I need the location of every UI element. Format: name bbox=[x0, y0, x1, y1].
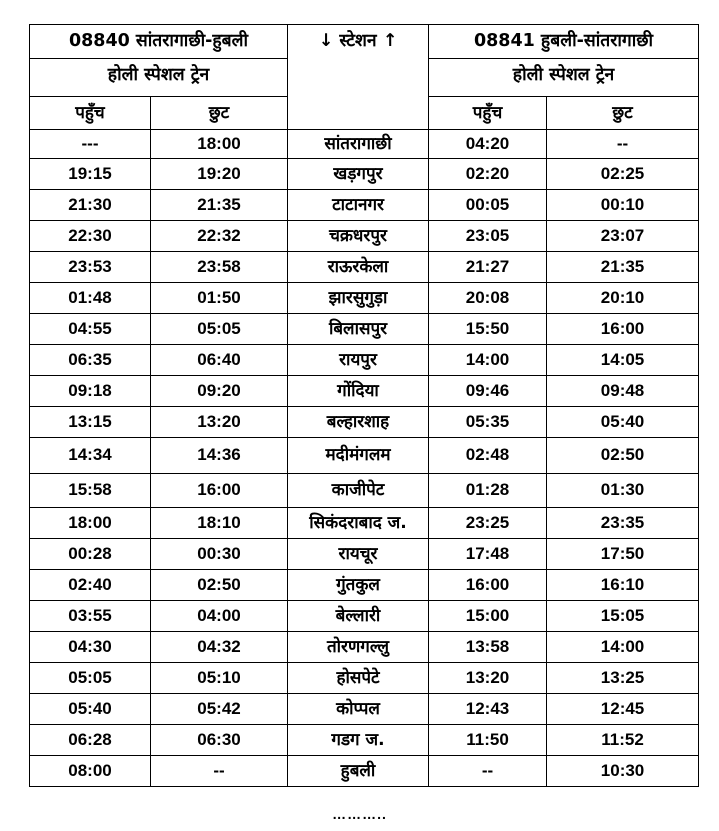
table-row bbox=[30, 190, 699, 221]
right-arrival-cell: 13:20 bbox=[429, 663, 547, 694]
right-arrival-cell: 21:27 bbox=[429, 252, 547, 283]
left-arrival-header: पहुँच bbox=[30, 97, 151, 130]
station-cell: चक्रधरपुर bbox=[288, 221, 429, 252]
left-departure-cell: 04:00 bbox=[151, 601, 288, 632]
table-row bbox=[30, 694, 699, 725]
left-arrival-cell: 18:00 bbox=[30, 508, 151, 539]
left-arrival-cell: 13:15 bbox=[30, 407, 151, 438]
right-departure-cell: 12:45 bbox=[547, 694, 699, 725]
table-row bbox=[30, 252, 699, 283]
left-arrival-cell: --- bbox=[30, 130, 151, 159]
left-arrival-cell: 02:40 bbox=[30, 570, 151, 601]
station-cell: बेल्लारी bbox=[288, 601, 429, 632]
left-arrival-cell: 19:15 bbox=[30, 159, 151, 190]
left-departure-cell: 18:10 bbox=[151, 508, 288, 539]
left-departure-cell: 16:00 bbox=[151, 474, 288, 508]
left-departure-cell: -- bbox=[151, 756, 288, 787]
left-departure-header: छुट bbox=[151, 97, 288, 130]
left-departure-cell: 21:35 bbox=[151, 190, 288, 221]
station-cell: बिलासपुर bbox=[288, 314, 429, 345]
right-departure-cell: 09:48 bbox=[547, 376, 699, 407]
left-arrival-cell: 09:18 bbox=[30, 376, 151, 407]
right-arrival-cell: 14:00 bbox=[429, 345, 547, 376]
left-departure-cell: 09:20 bbox=[151, 376, 288, 407]
right-train-subtitle: होली स्पेशल ट्रेन bbox=[429, 59, 699, 97]
left-departure-cell: 23:58 bbox=[151, 252, 288, 283]
right-arrival-cell: 12:43 bbox=[429, 694, 547, 725]
table-row bbox=[30, 159, 699, 190]
station-column-header: ↓ स्टेशन ↑ bbox=[288, 25, 429, 130]
left-departure-cell: 13:20 bbox=[151, 407, 288, 438]
left-departure-cell: 18:00 bbox=[151, 130, 288, 159]
table-row bbox=[30, 756, 699, 787]
station-cell: काजीपेट bbox=[288, 474, 429, 508]
left-departure-cell: 05:05 bbox=[151, 314, 288, 345]
right-departure-cell: 13:25 bbox=[547, 663, 699, 694]
left-departure-cell: 05:42 bbox=[151, 694, 288, 725]
left-departure-cell: 06:40 bbox=[151, 345, 288, 376]
right-departure-cell: 01:30 bbox=[547, 474, 699, 508]
left-arrival-cell: 08:00 bbox=[30, 756, 151, 787]
station-cell: गडग ज. bbox=[288, 725, 429, 756]
right-departure-cell: 14:00 bbox=[547, 632, 699, 663]
left-arrival-cell: 00:28 bbox=[30, 539, 151, 570]
table-row bbox=[30, 130, 699, 159]
table-row bbox=[30, 438, 699, 474]
right-departure-cell: 17:50 bbox=[547, 539, 699, 570]
left-arrival-cell: 04:30 bbox=[30, 632, 151, 663]
station-cell: गोंदिया bbox=[288, 376, 429, 407]
left-arrival-cell: 22:30 bbox=[30, 221, 151, 252]
right-arrival-cell: 15:50 bbox=[429, 314, 547, 345]
left-departure-cell: 04:32 bbox=[151, 632, 288, 663]
timetable bbox=[29, 24, 699, 787]
station-cell: रायपुर bbox=[288, 345, 429, 376]
right-departure-header: छुट bbox=[547, 97, 699, 130]
left-arrival-cell: 15:58 bbox=[30, 474, 151, 508]
table-row bbox=[30, 632, 699, 663]
right-arrival-cell: 01:28 bbox=[429, 474, 547, 508]
table-row bbox=[30, 283, 699, 314]
right-departure-cell: 14:05 bbox=[547, 345, 699, 376]
right-arrival-cell: 17:48 bbox=[429, 539, 547, 570]
left-arrival-cell: 04:55 bbox=[30, 314, 151, 345]
left-train-title: 08840 सांतरागाछी-हुबली bbox=[30, 25, 288, 59]
right-arrival-cell: 09:46 bbox=[429, 376, 547, 407]
right-arrival-cell: 20:08 bbox=[429, 283, 547, 314]
table-row bbox=[30, 376, 699, 407]
table-row bbox=[30, 407, 699, 438]
station-cell: हुबली bbox=[288, 756, 429, 787]
right-arrival-cell: 04:20 bbox=[429, 130, 547, 159]
right-arrival-cell: 15:00 bbox=[429, 601, 547, 632]
right-arrival-cell: 00:05 bbox=[429, 190, 547, 221]
right-arrival-cell: 13:58 bbox=[429, 632, 547, 663]
station-cell: रायचूर bbox=[288, 539, 429, 570]
station-cell: गुंतकुल bbox=[288, 570, 429, 601]
table-row bbox=[30, 539, 699, 570]
left-arrival-cell: 21:30 bbox=[30, 190, 151, 221]
station-cell: खड़गपुर bbox=[288, 159, 429, 190]
left-arrival-cell: 05:40 bbox=[30, 694, 151, 725]
table-row bbox=[30, 221, 699, 252]
left-arrival-cell: 05:05 bbox=[30, 663, 151, 694]
table-row bbox=[30, 314, 699, 345]
station-cell: सिकंदराबाद ज. bbox=[288, 508, 429, 539]
station-cell: तोरणगल्लु bbox=[288, 632, 429, 663]
left-departure-cell: 06:30 bbox=[151, 725, 288, 756]
right-arrival-cell: 02:48 bbox=[429, 438, 547, 474]
right-departure-cell: 00:10 bbox=[547, 190, 699, 221]
right-departure-cell: 15:05 bbox=[547, 601, 699, 632]
right-arrival-cell: 16:00 bbox=[429, 570, 547, 601]
station-cell: कोप्पल bbox=[288, 694, 429, 725]
station-cell: राऊरकेला bbox=[288, 252, 429, 283]
table-row bbox=[30, 570, 699, 601]
right-departure-cell: 23:07 bbox=[547, 221, 699, 252]
left-arrival-cell: 03:55 bbox=[30, 601, 151, 632]
right-arrival-cell: 23:05 bbox=[429, 221, 547, 252]
station-cell: सांतरागाछी bbox=[288, 130, 429, 159]
table-row bbox=[30, 508, 699, 539]
right-departure-cell: 16:10 bbox=[547, 570, 699, 601]
table-row bbox=[30, 345, 699, 376]
right-arrival-cell: -- bbox=[429, 756, 547, 787]
left-departure-cell: 22:32 bbox=[151, 221, 288, 252]
left-departure-cell: 00:30 bbox=[151, 539, 288, 570]
right-departure-cell: 23:35 bbox=[547, 508, 699, 539]
footer-dots: ……….. bbox=[332, 806, 387, 822]
right-departure-cell: 11:52 bbox=[547, 725, 699, 756]
station-cell: बल्हारशाह bbox=[288, 407, 429, 438]
left-departure-cell: 05:10 bbox=[151, 663, 288, 694]
table-row bbox=[30, 601, 699, 632]
right-departure-cell: 05:40 bbox=[547, 407, 699, 438]
right-train-title: 08841 हुबली-सांतरागाछी bbox=[429, 25, 699, 59]
station-cell: मदीमंगलम bbox=[288, 438, 429, 474]
right-departure-cell: 20:10 bbox=[547, 283, 699, 314]
right-departure-cell: 10:30 bbox=[547, 756, 699, 787]
right-departure-cell: -- bbox=[547, 130, 699, 159]
left-arrival-cell: 06:35 bbox=[30, 345, 151, 376]
right-departure-cell: 21:35 bbox=[547, 252, 699, 283]
right-departure-cell: 16:00 bbox=[547, 314, 699, 345]
right-arrival-cell: 02:20 bbox=[429, 159, 547, 190]
right-arrival-header: पहुँच bbox=[429, 97, 547, 130]
left-departure-cell: 02:50 bbox=[151, 570, 288, 601]
right-departure-cell: 02:25 bbox=[547, 159, 699, 190]
table-row bbox=[30, 663, 699, 694]
table-row bbox=[30, 725, 699, 756]
left-departure-cell: 14:36 bbox=[151, 438, 288, 474]
right-arrival-cell: 11:50 bbox=[429, 725, 547, 756]
left-arrival-cell: 01:48 bbox=[30, 283, 151, 314]
left-arrival-cell: 23:53 bbox=[30, 252, 151, 283]
station-cell: टाटानगर bbox=[288, 190, 429, 221]
right-arrival-cell: 05:35 bbox=[429, 407, 547, 438]
left-arrival-cell: 14:34 bbox=[30, 438, 151, 474]
station-cell: होसपेटे bbox=[288, 663, 429, 694]
station-cell: झारसुगुड़ा bbox=[288, 283, 429, 314]
left-departure-cell: 19:20 bbox=[151, 159, 288, 190]
right-arrival-cell: 23:25 bbox=[429, 508, 547, 539]
left-departure-cell: 01:50 bbox=[151, 283, 288, 314]
left-train-subtitle: होली स्पेशल ट्रेन bbox=[30, 59, 288, 97]
left-arrival-cell: 06:28 bbox=[30, 725, 151, 756]
table-row bbox=[30, 474, 699, 508]
right-departure-cell: 02:50 bbox=[547, 438, 699, 474]
